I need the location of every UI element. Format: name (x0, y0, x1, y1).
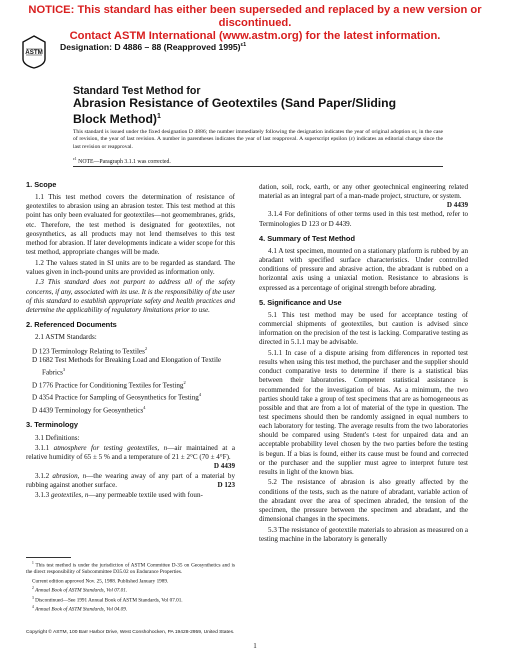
para-1-3: 1.3 This standard does not purport to address all of the safety concerns, if any, associated with its use. It is the responsibility of the user of this standard to establish appropriate safety and health practices and determine the applicability of regulatory limitations prior to use. (26, 278, 235, 314)
para-3-1-4: 3.1.4 For definitions of other terms used in this test method, refer to Terminologies D 123 or D 4439. (259, 210, 468, 228)
para-4-1: 4.1 A test specimen, mounted on a stationary platform is rubbed by an abradant with specified surface characteristics. Under controlled conditions of pressure and abrasive action, the abradant is rubbed on a horizontal axis using a uniaxial motion. Resistance to abrasions is expressed as a percentage of original strength before abrading. (259, 246, 468, 292)
para-1-1: 1.1 This test method covers the determination of resistance of geotextiles to abrasion using an abrasion tester. This test method at this point has only been evaluated for geotextiles—not geomembranes, grids, etc. Therefore, the test method is designated for geotextiles, not geosynthetics, as all products may not lend themselves to this test method for abrasion. If later developments indicate a wider scope for this test method, appropriate changes will be made. (26, 193, 235, 257)
designation (60, 42, 246, 52)
astm-logo (21, 35, 47, 69)
para-3-1-2: 3.1.2 abrasion, n—the wearing away of any part of a material by rubbing against another surface. D 123 (26, 471, 236, 489)
title-line-2: Abrasion Resistance of Geotextiles (Sand Paper/Sliding (73, 96, 397, 110)
section-3-heading: 3. Terminology (26, 420, 79, 430)
para-2-1: 2.1 ASTM Standards: (35, 333, 97, 342)
reference-item: D 4439 Terminology for Geosynthetics$^4$ (32, 404, 146, 415)
svg-text:ASTM: ASTM (25, 49, 43, 56)
ref-d4439: D 4439 (446, 201, 468, 210)
para-1-2: 1.2 The values stated in SI units are to be regarded as standard. The values given in inch-pound units are provided as information only. (26, 258, 235, 276)
supersession-notice (0, 4, 510, 43)
editorial-note (73, 156, 171, 165)
para-5-2: 5.2 The resistance of abrasion is also greatly affected by the conditions of the tests, such as the nature of abradant, variable action of the abradant over the area of specimen abraded, the tension of the specimen, the pressure between the specimen and abradant, and the dimensional changes in the specimens. (259, 478, 468, 524)
editorial-note-epsilon: ε1 (73, 156, 77, 161)
para-3-1: 3.1 Definitions: (35, 433, 80, 442)
title-line-1: Standard Test Method for (73, 85, 201, 97)
footnote: $^1$ This test method is under the jurisdiction of ASTM Committee D-35 on Geosynthetics and is the direct responsibility of Subcommittee D35.02 on Endurance Properties. (26, 561, 235, 576)
ref-d123: D 123 (217, 480, 235, 489)
footnote: $^2$ Annual Book of ASTM Standards, Vol 07.01. (32, 586, 128, 594)
para-3-1-1: 3.1.1 atmosphere for testing geotextiles, n—air maintained at a relative humidity of 65 ± 5 % and a temperature of 21 ± 2°C (70 ± 4°F). D 4439 (26, 444, 235, 471)
reference-item: D 1776 Practice for Conditioning Textiles for Testing$^2$ (32, 379, 186, 390)
section-2-heading: 2. Referenced Documents (26, 319, 117, 329)
editorial-note-text: NOTE—Paragraph 3.1.1 was corrected. (78, 158, 171, 165)
section-5-heading: 5. Significance and Use (259, 297, 342, 307)
header-divider (73, 166, 443, 167)
para-3-1-3-cont: dation, soil, rock, earth, or any other geotechnical engineering related material as an integral part of a man-made project, structure, or system. D 4439 (259, 183, 468, 210)
issuance-statement: This standard is issued under the fixed designation D 4886; the number immediately following the designation indicates the year of original adoption or, in the case of revision, the year of last revision. A number in parentheses indicates the year of last reapproval. A superscript epsilon (ε) indicates an editorial change since the last revision or reapproval. (73, 129, 443, 150)
section-1-heading: 1. Scope (26, 180, 57, 189)
reference-item: D 4354 Practice for Sampling of Geosynthetics for Testing$^4$ (32, 392, 202, 402)
document-title (73, 85, 396, 127)
page-number: 1 (253, 642, 257, 650)
para-5-1: 5.1 This test method may be used for acceptance testing of commercial shipments of geotextiles, but caution is advised since information on the precision of the test is lacking. Comparative testing as directed in 5.1.1 may be advisable. (259, 310, 468, 347)
copyright-line: Copyright © ASTM, 100 Barr Harbor Drive, West Conshohocken, PA 19428-2959, United States. (26, 630, 235, 635)
title-footnote-ref: 1 (156, 113, 161, 121)
para-5-1-1: 5.1.1 In case of a dispute arising from differences in reported test results when using this test method, the purchaser and the supplier should conduct comparative tests to determine if there is a statistical bias between their laboratories. Competent statistical assistance is recommended for the investigation of bias. As a minimum, the two parties should take a group of test specimens that are as homogeneous as possible and that are from a lot of material of the type in question. The test specimens should then be randomly assigned in equal numbers to each laboratory for testing. The average results from the two laboratories should be compared using Student's t-test for unpaired data and an acceptable probability level chosen by the two parties before the testing is begun. If a bias is found, either its cause must be found and corrected or the purchaser and the supplier must agree to interpret future test results in light of the known bias. (259, 348, 468, 476)
para-5-3: 5.3 The resistance of geotextile materials to abrasion as measured on a testing machine in the laboratory is generally (259, 525, 468, 543)
footnotes (26, 560, 235, 613)
footnote: $^4$ Annual Book of ASTM Standards, Vol 04.09. (32, 604, 128, 613)
footnote: $^3$ Discontinued—See 1991 Annual Book of ASTM Standards, Vol 07.01. (32, 595, 183, 604)
footnote-divider (26, 557, 71, 558)
title-line-3: Block Method) (73, 112, 157, 127)
notice-line-1: NOTICE: This standard has either been superseded and replaced by a new version or discontinued. (28, 4, 482, 29)
notice-line-2: Contact ASTM International (www.astm.org) for the latest information. (69, 30, 441, 42)
ref-d4439: D 4439 (213, 462, 235, 471)
section-4-heading: 4. Summary of Test Method (259, 233, 355, 243)
footnote: Current edition approved Nov. 25, 1988. Published January 1989. (32, 578, 169, 585)
designation-epsilon: ε1 (240, 42, 247, 49)
right-column (259, 183, 468, 545)
left-column (26, 180, 235, 502)
designation-text: Designation: D 4886 – 88 (Reapproved 1995) (60, 42, 241, 52)
reference-item: D 1682 Test Methods for Breaking Load and Elongation of Textile Fabrics$^3$ (32, 356, 222, 377)
para-3-1-3: 3.1.3 geotextiles, n—any permeable textile used with foun- (35, 491, 203, 500)
reference-item: D 123 Terminology Relating to Textiles$^2$ (32, 345, 148, 356)
